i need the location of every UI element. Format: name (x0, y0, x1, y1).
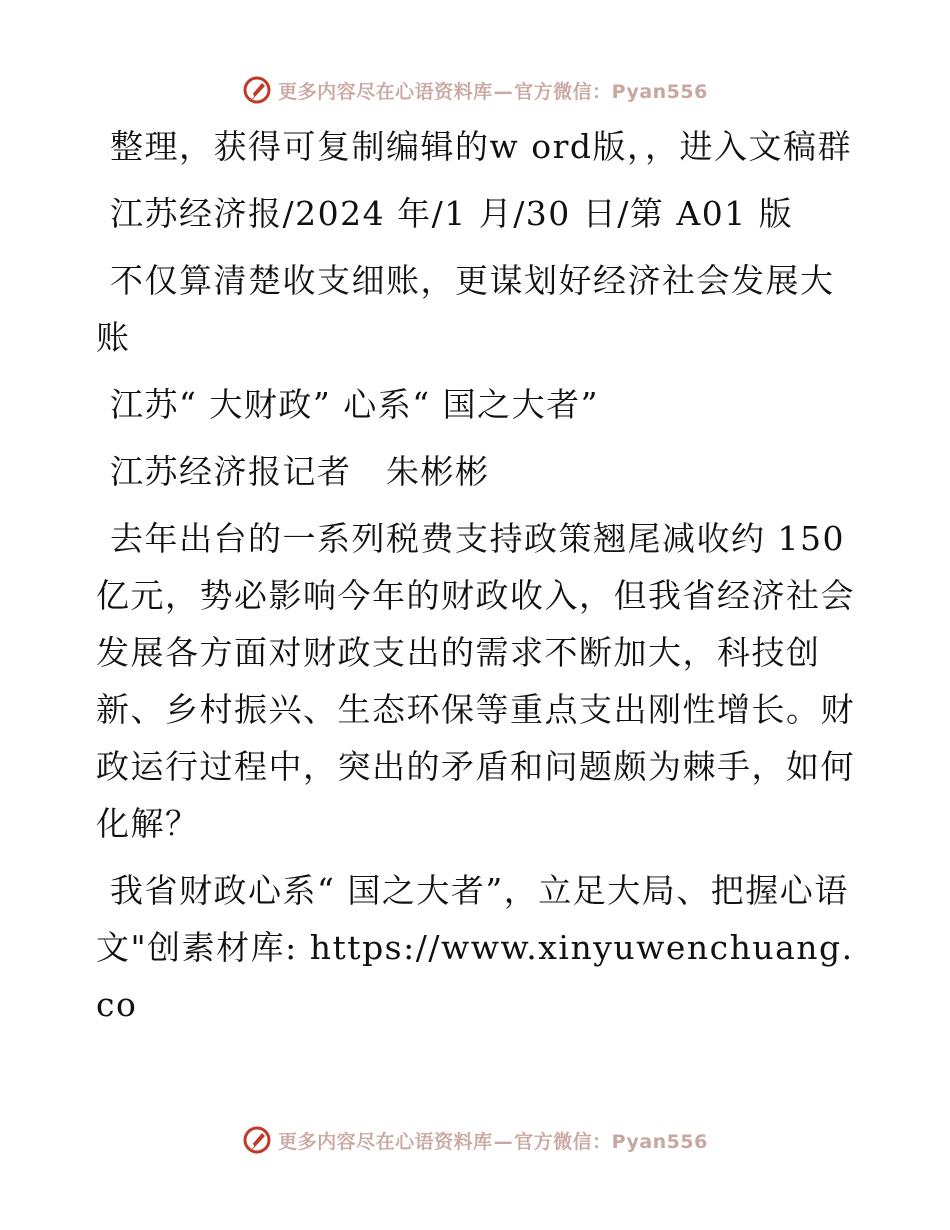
paragraph-byline: 江苏经济报记者 朱彬彬 (110, 452, 490, 491)
banner-wechat: Pyan556 (611, 1130, 708, 1153)
document-body (96, 118, 856, 1043)
banner-label: 官方微信： (514, 1130, 612, 1153)
paragraph-body-2: 我省财政心系“ 国之大者”，立足大局、把握心语文"创素材库: https://www.xinyuwenchuang.co (96, 871, 854, 1024)
banner-separator: — (493, 80, 514, 103)
paragraph-source: 江苏经济报/2024 年/1 月/30 日/第 A01 版 (110, 194, 794, 233)
banner-label: 官方微信： (514, 80, 612, 103)
paragraph-intro: 整理，获得可复制编辑的w ord版，，进入文稿群 (110, 127, 853, 166)
banner-site: 更多内容尽在心语资料库 (278, 1130, 493, 1153)
banner-text (278, 77, 708, 104)
paragraph-body-1: 去年出台的一系列税费支持政策翘尾减收约 150 亿元，势必影响今年的财政收入，但我省经济社会发展各方面对财政支出的需求不断加大，科技创新、乡村振兴、生态环保等重点支出刚性增长。财政运行过程中，突出的矛盾和问题颇为棘手，如何化解？ (96, 519, 855, 843)
banner-text (278, 1127, 708, 1154)
paragraph-title: 江苏“ 大财政” 心系“ 国之大者” (110, 385, 599, 424)
header-banner (0, 70, 950, 110)
paragraph-headline: 不仅算清楚收支细账，更谋划好经济社会发展大账 (96, 261, 835, 357)
banner-separator: — (493, 1130, 514, 1153)
footer-banner (0, 1120, 950, 1160)
banner-wechat: Pyan556 (611, 80, 708, 103)
banner-site: 更多内容尽在心语资料库 (278, 80, 493, 103)
logo-icon (242, 75, 272, 105)
logo-icon (242, 1125, 272, 1155)
